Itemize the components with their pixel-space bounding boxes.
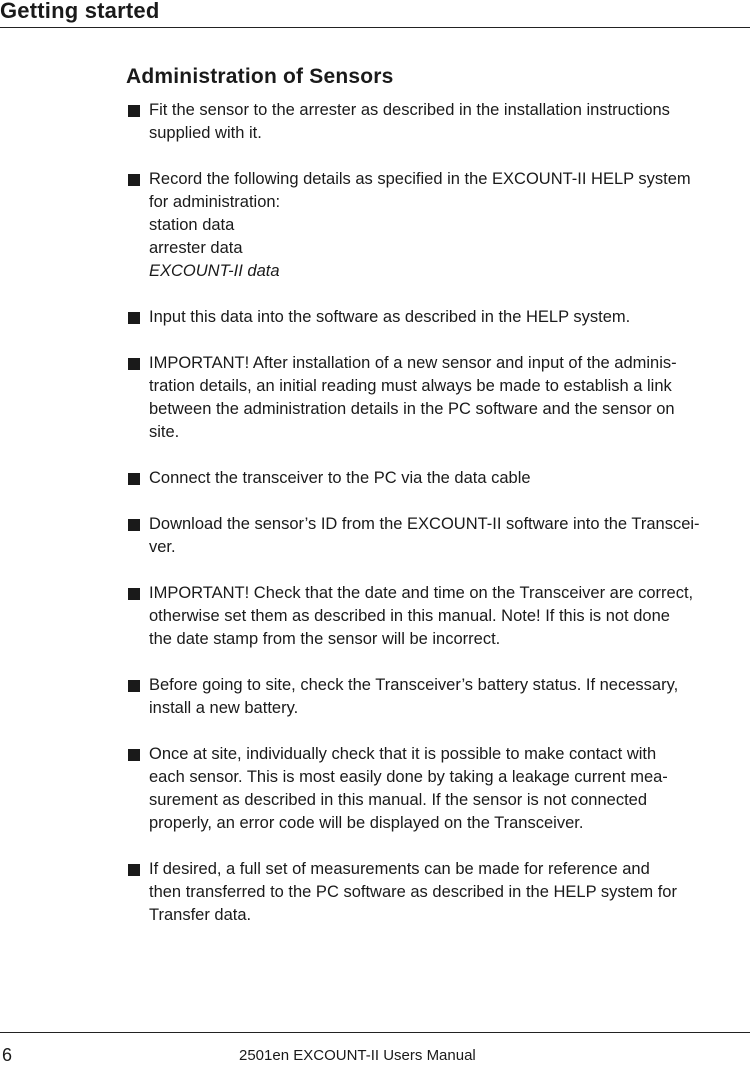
item-line: ver. [149,538,176,556]
list-item [126,99,750,145]
instruction-list [126,99,750,950]
square-bullet-icon [128,473,140,485]
item-line: Before going to site, check the Transceiver’s battery status. If necessary, [149,676,679,694]
list-item [126,674,750,720]
square-bullet-icon [128,749,140,761]
square-bullet-icon [128,312,140,324]
page-number: 6 [2,1045,13,1065]
list-item [126,168,750,283]
item-line: IMPORTANT! After installation of a new sensor and input of the adminis- [149,354,677,372]
list-item [126,306,750,329]
square-bullet-icon [128,680,140,692]
item-line: tration details, an initial reading must always be made to establish a link [149,377,672,395]
square-bullet-icon [128,864,140,876]
item-line: surement as described in this manual. If the sensor is not connected [149,791,648,809]
list-item [126,352,750,444]
item-line: the date stamp from the sensor will be incorrect. [149,630,501,648]
list-item [126,582,750,651]
manual-title: 2501en EXCOUNT-II Users Manual [239,1047,476,1064]
square-bullet-icon [128,519,140,531]
list-item [126,513,750,559]
item-line: between the administration details in the PC software and the sensor on [149,400,675,418]
square-bullet-icon [128,588,140,600]
item-line: Once at site, individually check that it is possible to make contact with [149,745,657,763]
square-bullet-icon [128,358,140,370]
list-item [126,467,750,490]
item-line: then transferred to the PC software as described in the HELP system for [149,883,677,901]
square-bullet-icon [128,105,140,117]
item-line: install a new battery. [149,699,299,717]
item-line: If desired, a full set of measurements can be made for reference and [149,860,650,878]
item-line-italic: EXCOUNT-II data [149,262,280,280]
item-line: station data [149,216,235,234]
item-line: IMPORTANT! Check that the date and time on the Transceiver are correct, [149,584,694,602]
page-footer [0,1032,750,1063]
item-line: supplied with it. [149,124,262,142]
chapter-title: Getting started [0,0,160,23]
item-line: for administration: [149,193,281,211]
item-line: Fit the sensor to the arrester as described in the installation instructions [149,101,670,119]
list-item [126,858,750,927]
item-line: Transfer data. [149,906,252,924]
item-line: Download the sensor’s ID from the EXCOUNT-II software into the Transcei- [149,515,700,533]
item-line: Input this data into the software as described in the HELP system. [149,308,631,326]
item-line: Record the following details as specified in the EXCOUNT-II HELP system [149,170,691,188]
item-line: otherwise set them as described in this manual. Note! If this is not done [149,607,670,625]
square-bullet-icon [128,174,140,186]
section-title: Administration of Sensors [126,65,394,88]
item-line: site. [149,423,180,441]
list-item [126,743,750,835]
item-line: arrester data [149,239,243,257]
page-header [0,0,750,28]
item-line: Connect the transceiver to the PC via the data cable [149,469,531,487]
item-line: each sensor. This is most easily done by taking a leakage current mea- [149,768,668,786]
item-line: properly, an error code will be displayed on the Transceiver. [149,814,584,832]
